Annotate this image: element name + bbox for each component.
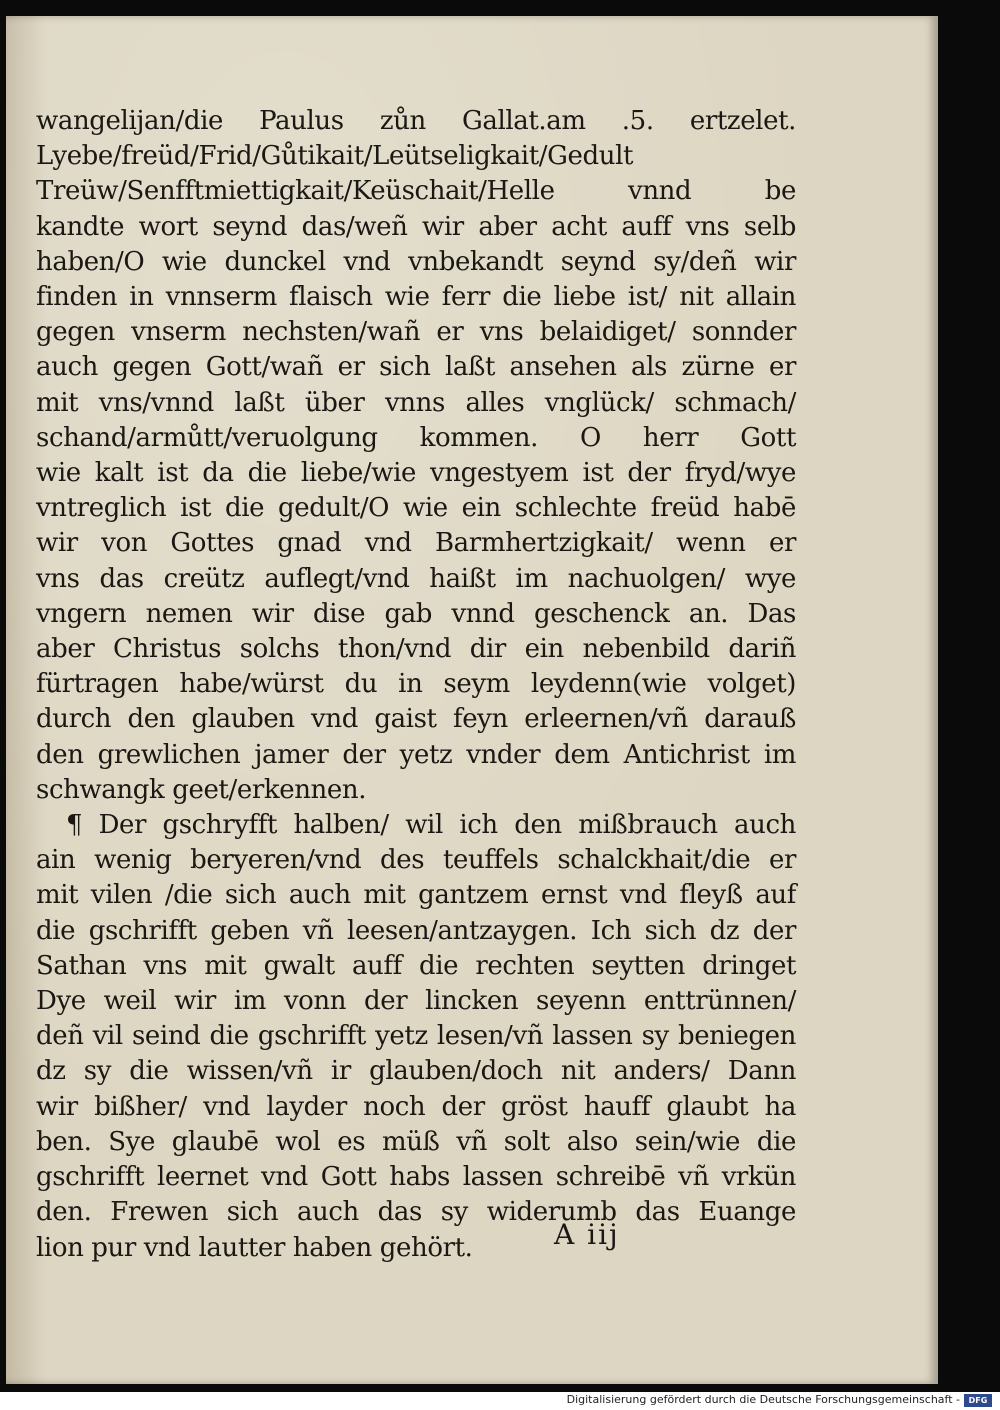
text-line: die gschrifft geben vñ leesen/antzaygen. Ich sich dz der [36, 915, 796, 946]
text-line: Dye weil wir im vonn der lincken seyenn enttrünnen/ [36, 986, 796, 1017]
footer-credit: Digitalisierung gefördert durch die Deutsche Forschungsgemeinschaft - [566, 1393, 960, 1406]
text-line: Treüw/Senfftmiettigkait/Keüschait/Helle vnnd be [36, 176, 796, 207]
text-line: vntreglich ist die gedult/O wie ein schlechte freüd habē [36, 493, 796, 524]
text-line: fürtragen habe/würst du in seym leydenn(wie volget) [36, 669, 796, 700]
text-line: ¶ Der gschryfft halben/ wil ich den mißbrauch auch [66, 810, 796, 841]
text-line: haben/O wie dunckel vnd vnbekandt seynd sy/deñ wir [36, 246, 796, 277]
text-line: ain wenig beryeren/vnd des teuffels schalckhait/die er [36, 845, 796, 876]
text-line: Lyebe/freüd/Frid/Gůtikait/Leütseligkait/Gedult [36, 141, 634, 172]
text-line: ben. Sye glaubē wol es müß vñ solt also sein/wie die [36, 1126, 796, 1157]
text-line: Sathan vns mit gwalt auff die rechten seytten dringet [36, 950, 796, 981]
text-line: deñ vil seind die gschrifft yetz lesen/vñ lassen sy beniegen [36, 1021, 796, 1052]
text-line: vns das creütz auflegt/vnd haißt im nachuolgen/ wye [36, 563, 796, 594]
signature-mark: A iij [554, 1218, 620, 1251]
text-line: schwangk geet/erkennen. [36, 774, 367, 805]
book-page [6, 16, 938, 1384]
text-line: wir bißher/ vnd layder noch der gröst hauff glaubt ha [36, 1091, 796, 1122]
text-line: den grewlichen jamer der yetz vnder dem Antichrist im [36, 739, 796, 770]
text-line: mit vns/vnnd laßt über vnns alles vnglück/ schmach/ [36, 387, 796, 418]
text-line: lion pur vnd lautter haben gehört. [36, 1232, 473, 1263]
text-line: gschrifft leernet vnd Gott habs lassen schreibē vñ vrkün [36, 1162, 796, 1193]
text-line: kandte wort seynd das/weñ wir aber acht auff vns selb [36, 211, 796, 242]
text-line: auch gegen Gott/wañ er sich laßt ansehen als zürne er [36, 352, 796, 383]
text-block [36, 104, 796, 1266]
footer-bar [0, 1392, 1000, 1410]
text-line: durch den glauben vnd gaist feyn erleernen/vñ darauß [36, 704, 796, 735]
text-line: den. Frewen sich auch das sy widerumb das Euange [36, 1197, 796, 1228]
text-line: finden in vnnserm flaisch wie ferr die liebe ist/ nit allain [36, 282, 796, 313]
text-line: dz sy die wissen/vñ ir glauben/doch nit anders/ Dann [36, 1056, 796, 1087]
text-line: wir von Gottes gnad vnd Barmhertzigkait/ wenn er [36, 528, 796, 559]
text-line: gegen vnserm nechsten/wañ er vns belaidiget/ sonnder [36, 317, 796, 348]
text-line: wangelijan/die Paulus zůn Gallat.am .5. ertzelet. [36, 106, 796, 136]
dfg-logo: DFG [964, 1394, 992, 1407]
text-line: mit vilen /die sich auch mit gantzem ernst vnd fleyß auf [36, 880, 796, 911]
text-line: vngern nemen wir dise gab vnnd geschenck an. Das [36, 598, 796, 629]
text-line: schand/armůtt/veruolgung kommen. O herr Gott [36, 422, 796, 453]
text-line: aber Christus solchs thon/vnd dir ein nebenbild dariñ [36, 634, 796, 665]
text-line: wie kalt ist da die liebe/wie vngestyem ist der fryd/wye [36, 458, 796, 489]
